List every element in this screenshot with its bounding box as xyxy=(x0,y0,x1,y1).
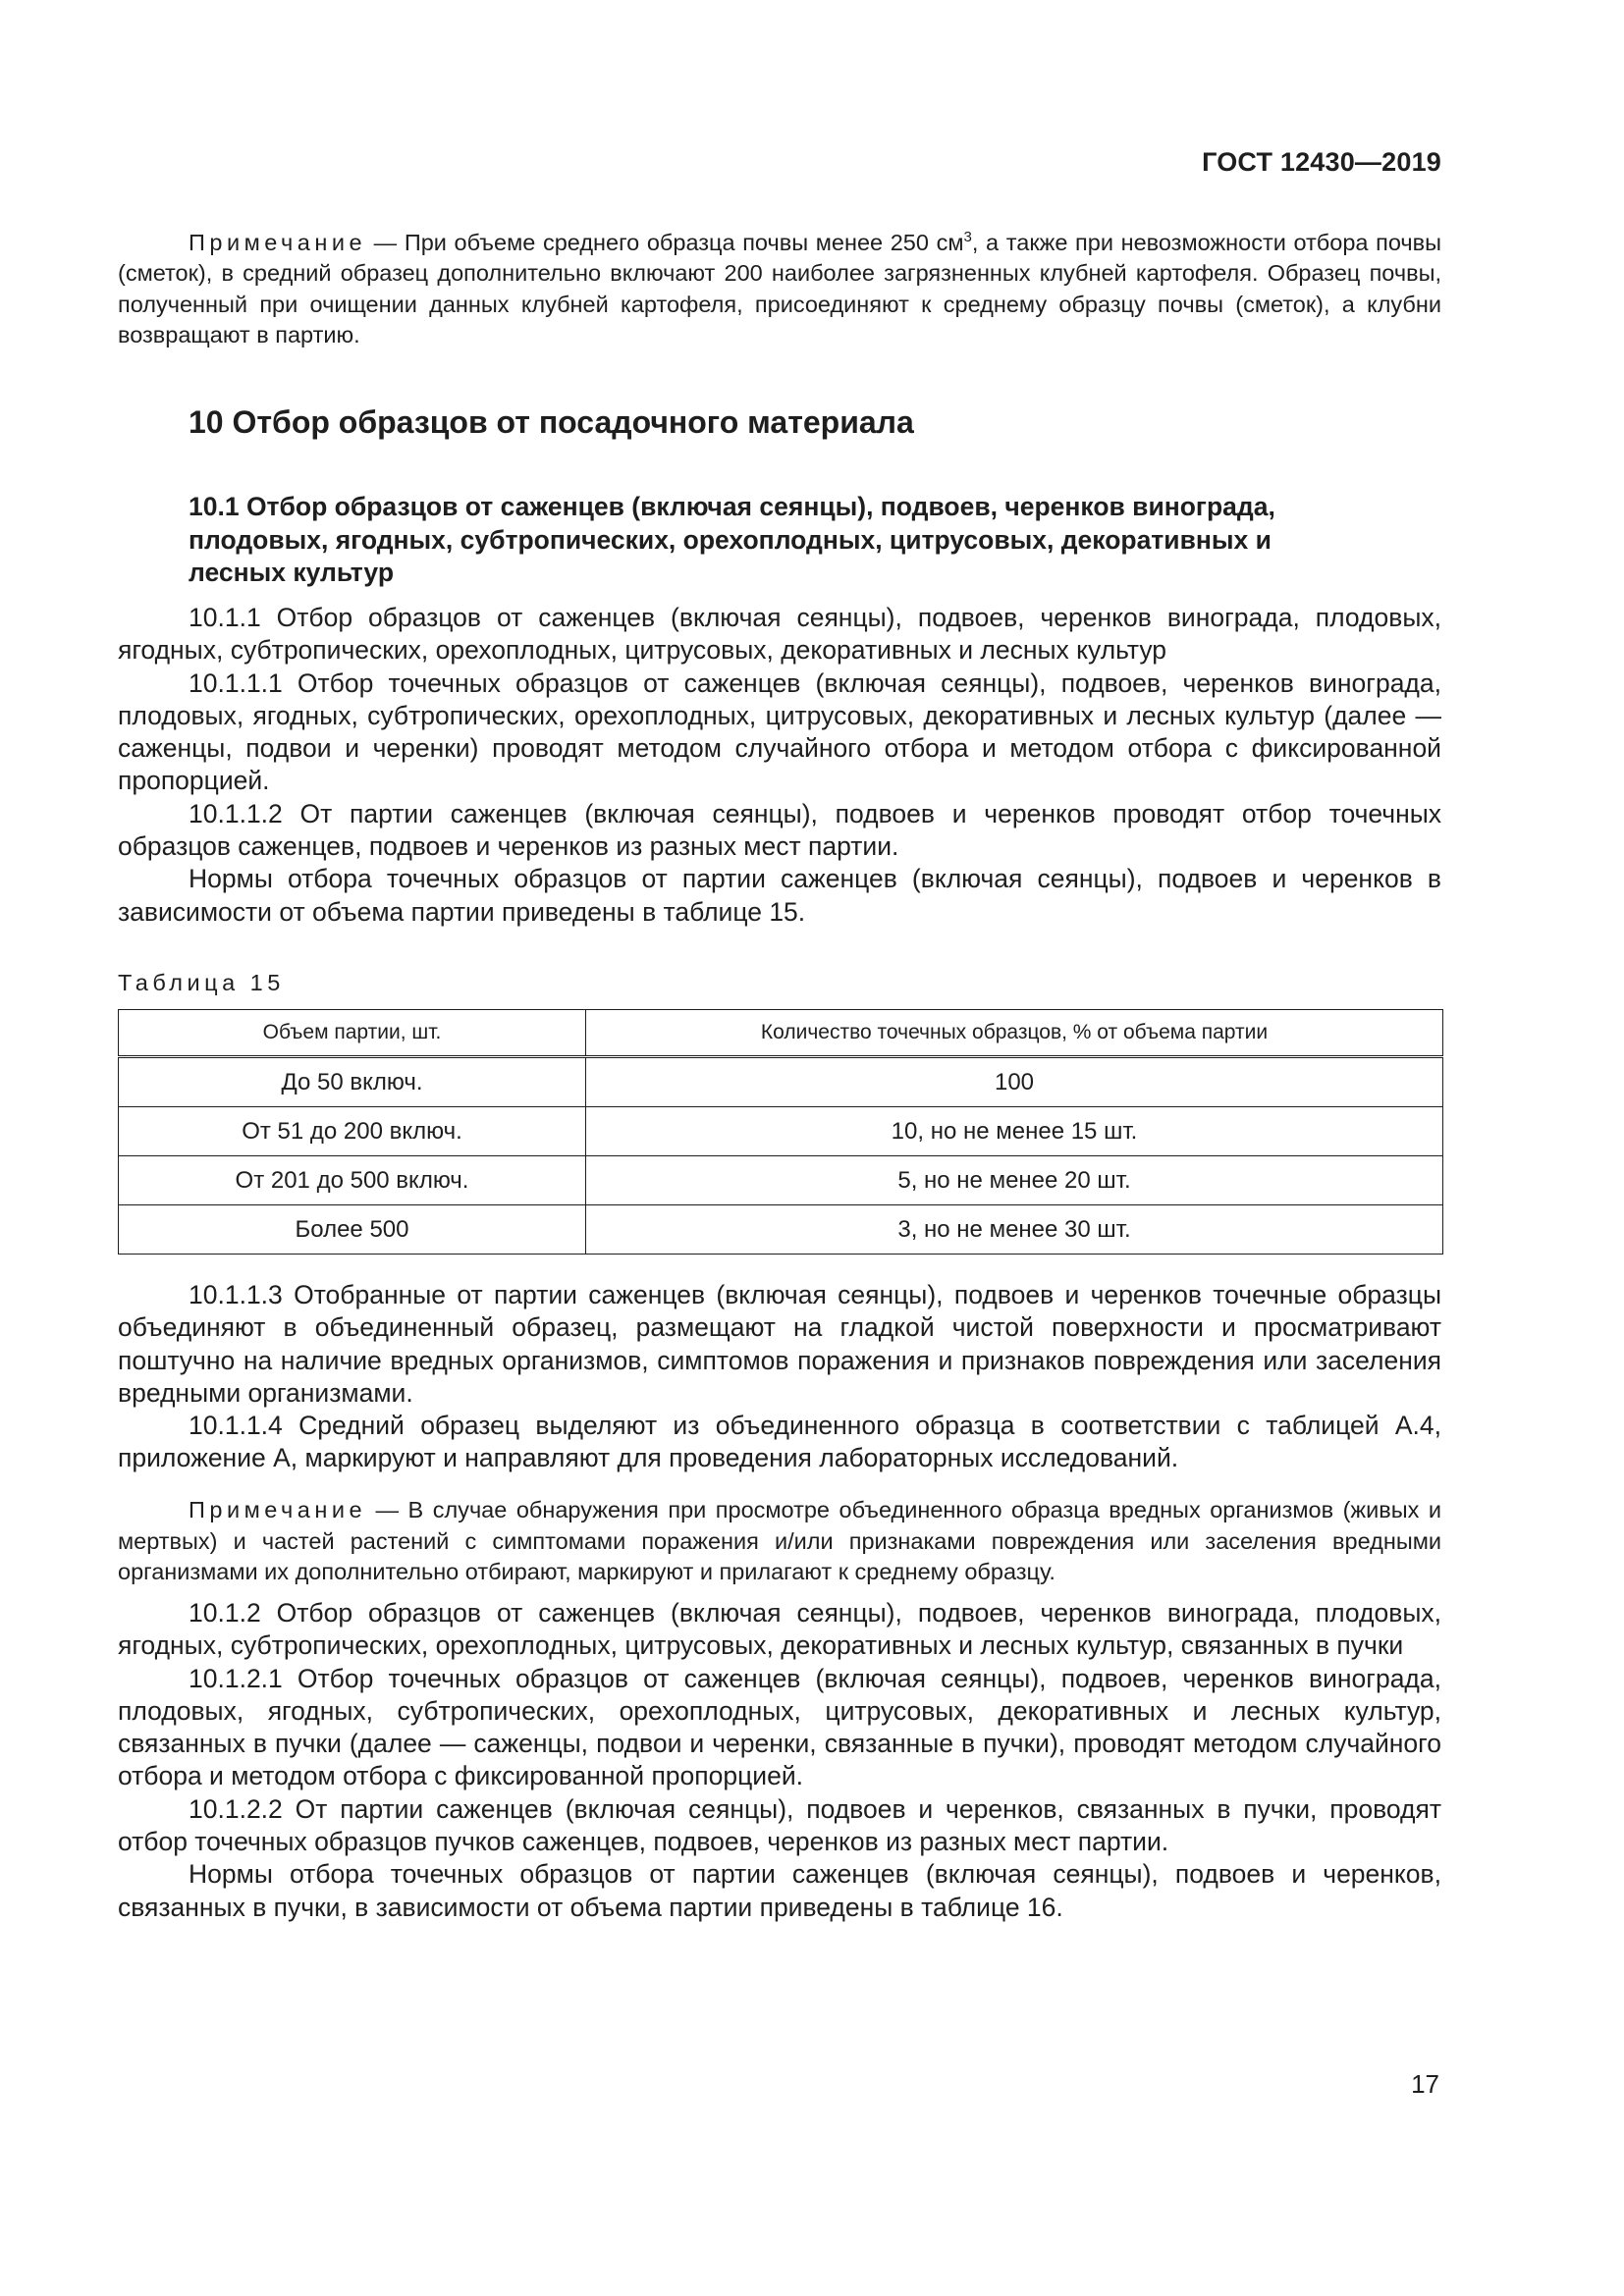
table-header-cell: Объем партии, шт. xyxy=(119,1010,586,1057)
table-cell: 10, но не менее 15 шт. xyxy=(586,1107,1443,1156)
table-cell: 100 xyxy=(586,1057,1443,1107)
paragraph-10-1-2-2: 10.1.2.2 От партии саженцев (включая сеянцы), подвоев и черенков, связанных в пучки, проводят отбор точечных образцов пучков саженцев, подвоев, черенков из разных мест партии. xyxy=(118,1793,1441,1857)
note-2-text xyxy=(118,1495,1441,1588)
table-cell: От 51 до 200 включ. xyxy=(119,1107,586,1156)
table-header-row xyxy=(119,1010,1443,1057)
table-row xyxy=(119,1057,1443,1107)
note-1-text xyxy=(118,222,1441,351)
section-title: 10 Отбор образцов от посадочного материала xyxy=(189,404,914,440)
table-row xyxy=(119,1205,1443,1255)
paragraph-10-1-1-1: 10.1.1.1 Отбор точечных образцов от саженцев (включая сеянцы), подвоев, черенков винограда, плодовых, ягодных, субтропических, орехоплодных, цитрусовых, декоративных и лесных культур (далее — саженцы, подвои и черенки) проводят методом случайного отбора и методом отбора с фиксированной пропорцией. xyxy=(118,667,1441,796)
table-cell: Более 500 xyxy=(119,1205,586,1255)
paragraph-norms-table-15: Нормы отбора точечных образцов от партии саженцев (включая сеянцы), подвоев и черенков в зависимости от объема партии приведены в таблице 15. xyxy=(118,864,1441,927)
note-1 xyxy=(118,222,1441,351)
paragraphs-group-a xyxy=(118,602,1441,929)
paragraph-10-1-1: 10.1.1 Отбор образцов от саженцев (включая сеянцы), подвоев, черенков винограда, плодовых, ягодных, субтропических, орехоплодных, цитрусовых, декоративных и лесных культур xyxy=(118,603,1441,666)
note-1-text-part2: , а также при невозможности отбора почвы (сметок), в средний образец дополнительно включают 200 наиболее загрязненных клубней картофеля. Образец почвы, полученный при очищении данных клубней картофеля, присоединяют к среднему образцу почвы (сметок), а клубни возвращают в партию. xyxy=(118,229,1442,348)
paragraph-10-1-1-2: 10.1.1.2 От партии саженцев (включая сеянцы), подвоев и черенков проводят отбор точечных образцов саженцев, подвоев и черенков из разных мест партии. xyxy=(118,798,1441,862)
page-number: 17 xyxy=(1411,2069,1439,2099)
note-1-label: Примечание xyxy=(189,229,367,255)
table-15-caption: Таблица 15 xyxy=(118,970,285,995)
note-2-label: Примечание xyxy=(189,1497,367,1522)
table-cell: 3, но не менее 30 шт. xyxy=(586,1205,1443,1255)
table-15 xyxy=(118,1009,1443,1255)
paragraphs-group-b xyxy=(118,1279,1441,1475)
document-code-header: ГОСТ 12430—2019 xyxy=(1202,147,1441,177)
paragraph-10-1-2: 10.1.2 Отбор образцов от саженцев (включая сеянцы), подвоев, черенков винограда, плодовых, ягодных, субтропических, орехоплодных, цитрусовых, декоративных и лесных культур, связанных в пучки xyxy=(118,1598,1441,1661)
note-1-text-part1: — При объеме среднего образца почвы менее 250 см xyxy=(366,229,964,255)
table-cell: 5, но не менее 20 шт. xyxy=(586,1156,1443,1205)
table-row xyxy=(119,1107,1443,1156)
paragraph-10-1-1-4: 10.1.1.4 Средний образец выделяют из объединенного образца в соответствии с таблицей А.4, приложение А, маркируют и направляют для проведения лабораторных исследований. xyxy=(118,1411,1441,1473)
note-2 xyxy=(118,1495,1441,1588)
table-cell: От 201 до 500 включ. xyxy=(119,1156,586,1205)
subsection-title: 10.1 Отбор образцов от саженцев (включая сеянцы), подвоев, черенков винограда, плодовых, ягодных, субтропических, орехоплодных, цитрусовых, декоративных и лесных культур xyxy=(189,492,1275,587)
paragraph-norms-table-16: Нормы отбора точечных образцов от партии саженцев (включая сеянцы), подвоев и черенков, связанных в пучки, в зависимости от объема партии приведены в таблице 16. xyxy=(118,1859,1441,1922)
paragraph-10-1-1-3: 10.1.1.3 Отобранные от партии саженцев (включая сеянцы), подвоев и черенков точечные образцы объединяют в объединенный образец, размещают на гладкой чистой поверхности и просматривают поштучно на наличие вредных организмов, симптомов поражения и признаков повреждения или заселения вредными организмами. xyxy=(118,1280,1441,1408)
table-header-cell: Количество точечных образцов, % от объема партии xyxy=(586,1010,1443,1057)
paragraph-10-1-2-1: 10.1.2.1 Отбор точечных образцов от саженцев (включая сеянцы), подвоев, черенков винограда, плодовых, ягодных, субтропических, орехоплодных, цитрусовых, декоративных и лесных культур, связанных в пучки (далее — саженцы, подвои и черенки, связанные в пучки), проводят методом случайного отбора и методом отбора с фиксированной пропорцией. xyxy=(118,1663,1441,1791)
note-1-superscript: 3 xyxy=(963,229,972,245)
table-cell: До 50 включ. xyxy=(119,1057,586,1107)
note-2-body: — В случае обнаружения при просмотре объединенного образца вредных организмов (живых и мертвых) и частей растений с симптомами поражения и/или признаками повреждения или заселения вредными организмами их дополнительно отбирают, маркируют и прилагают к среднему образцу. xyxy=(118,1497,1441,1584)
paragraphs-group-c xyxy=(118,1597,1441,1924)
table-row xyxy=(119,1156,1443,1205)
